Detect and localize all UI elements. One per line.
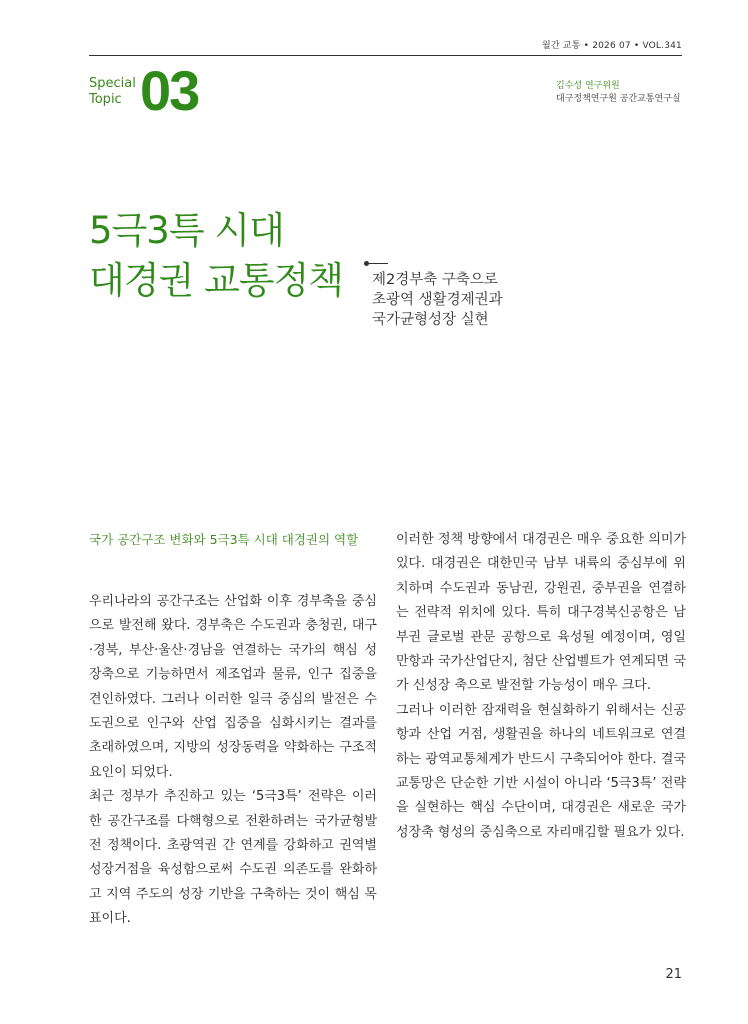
subtitle-pointer-icon (364, 262, 388, 266)
page-number: 21 (665, 967, 682, 982)
author-block (556, 80, 681, 106)
article-subtitle (372, 270, 503, 330)
title-line-2: 대경권 교통정책 (89, 259, 343, 302)
topic-number: 03 (140, 59, 199, 122)
author-affiliation: 대구정책연구원 공간교통연구실 (556, 94, 681, 104)
special-topic-label (89, 76, 136, 108)
body-column-right (396, 528, 686, 845)
running-head: 월간 교통 • 2026 07 • VOL.341 (541, 41, 682, 51)
subtitle-line-2: 초광역 생활경제권과 (372, 292, 503, 308)
author-name: 김수성 연구위원 (556, 81, 620, 91)
paragraph: 이러한 정책 방향에서 대경권은 매우 중요한 의미가 있다. 대경권은 대한민국 남부 내륙의 중심부에 위치하며 수도권과 동남권, 강원권, 중부권을 연결하는 전략적 위치에 있다. 특히 대구경북신공항은 남부권 글로벌 관문 공항으로 육성될 예정이며, 영일만항과 국가산업단지, 첨단 산업벨트가 연계되면 국가 신성장 축으로 발전할 가능성이 매우 크다. (396, 532, 686, 694)
topic-label: Topic (89, 92, 122, 107)
subtitle-line-1: 제2경부축 구축으로 (372, 272, 498, 288)
paragraph: 그러나 이러한 잠재력을 현실화하기 위해서는 신공항과 산업 거점, 생활권을 하나의 네트워크로 연결하는 광역교통체계가 반드시 구축되어야 한다. 결국 교통망은 단순한 기반 시설이 아니라 ‘5극3특’ 전략을 실현하는 핵심 수단이며, 대경권은 새로운 국가 성장축 형성의 중심축으로 자리매김할 필요가 있다. (396, 702, 686, 840)
article-title (89, 206, 343, 306)
section-heading: 국가 공간구조 변화와 5극3특 시대 대경권의 역할 (89, 532, 359, 547)
title-line-1: 5극3특 시대 (89, 209, 284, 252)
subtitle-line-3: 국가균형성장 실현 (372, 312, 489, 328)
paragraph: 최근 정부가 추진하고 있는 ‘5극3특’ 전략은 이러한 공간구조를 다핵형으로 전환하려는 국가균형발전 정책이다. 초광역권 간 연계를 강화하고 권역별 성장거점을 육성함으로써 수도권 의존도를 완화하고 지역 주도의 성장 기반을 구축하는 것이 핵심 목표이다. (89, 789, 377, 927)
special-label: Special (89, 76, 136, 91)
paragraph: 우리나라의 공간구조는 산업화 이후 경부축을 중심으로 발전해 왔다. 경부축은 수도권과 충청권, 대구·경북, 부산·울산·경남을 연결하는 국가의 핵심 성장축으로 기능하면서 제조업과 물류, 인구 집중을 견인하였다. 그러나 이러한 일극 중심의 발전은 수도권으로 인구와 산업 집중을 심화시키는 결과를 초래하였으며, 지방의 성장동력을 약화하는 구조적 요인이 되었다. (89, 594, 377, 780)
header-rule (89, 55, 682, 56)
body-column-left (89, 528, 377, 932)
